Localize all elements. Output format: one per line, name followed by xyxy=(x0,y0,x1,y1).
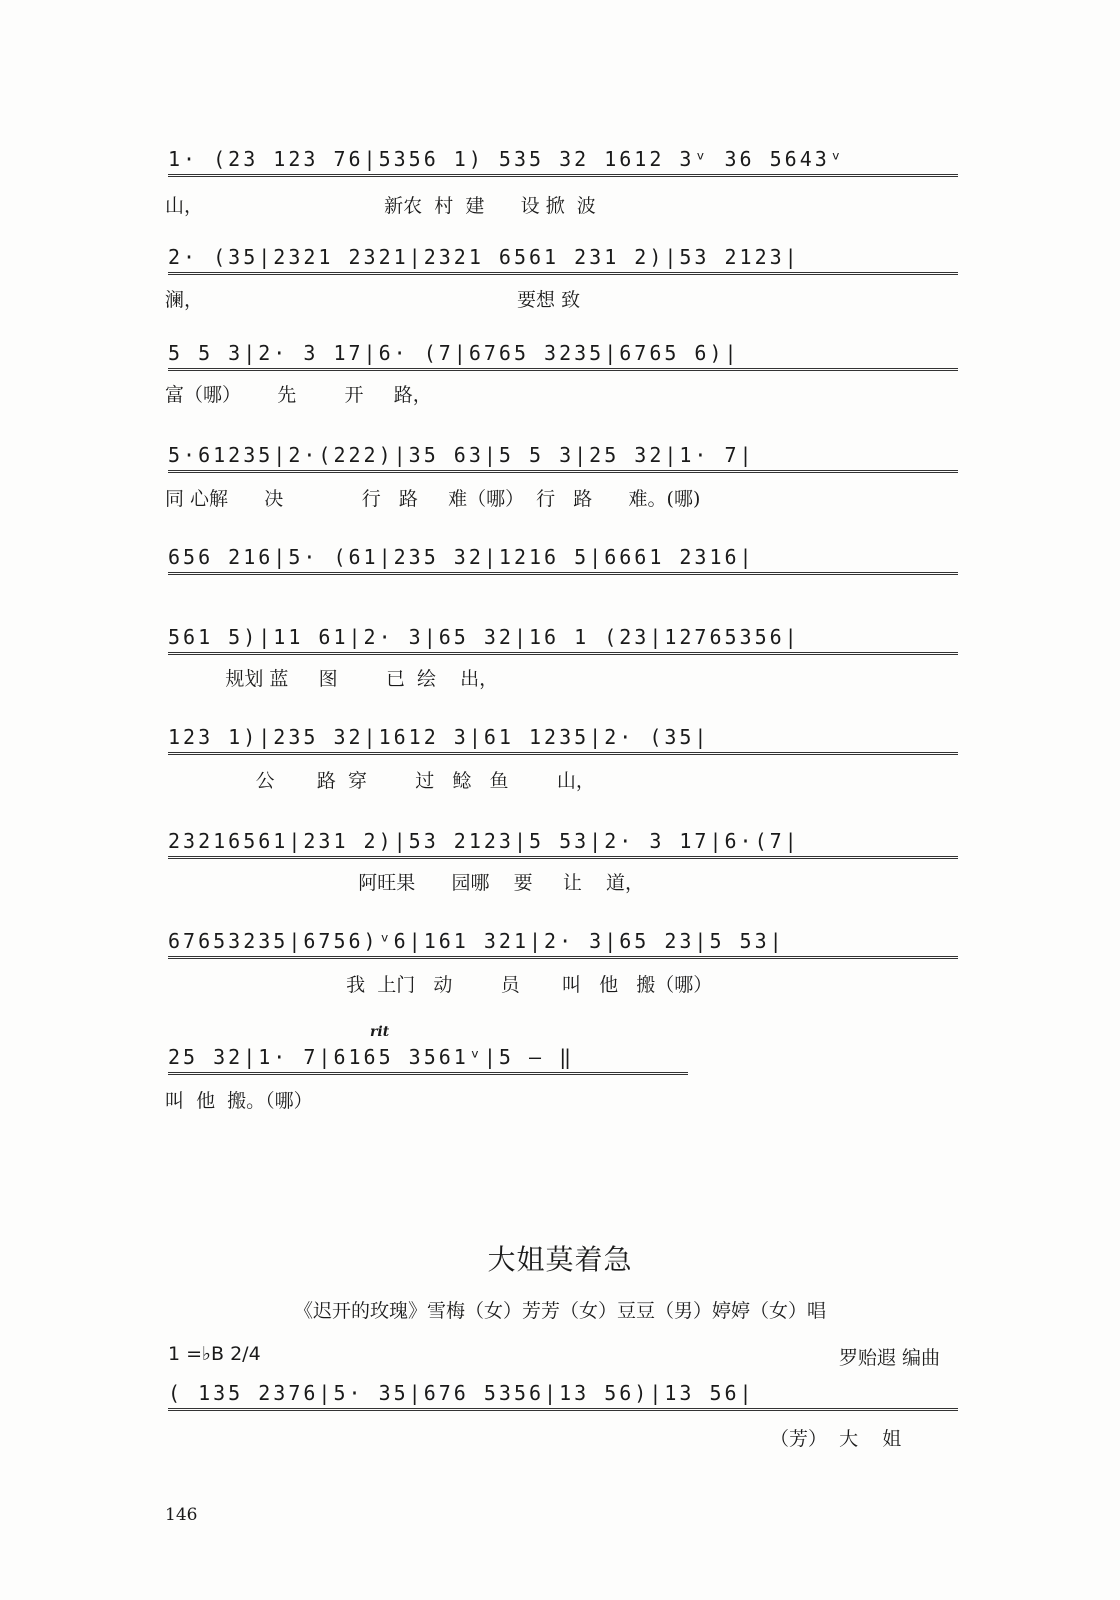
notation-line-4: 5·61235|2·(222)|35 63|5 5 3|25 32|1· 7| xyxy=(168,442,958,473)
notation-line-5: 656 216|5· (61|235 32|1216 5|6661 2316| xyxy=(168,544,958,575)
intro-notation-line: ( 135 2376|5· 35|676 5356|13 56)|13 56| xyxy=(168,1380,958,1411)
composer: 罗贻遐 编曲 xyxy=(838,1347,940,1369)
song-title: 大姐莫着急 xyxy=(487,1243,633,1276)
notation-line-6: 561 5)|11 61|2· 3|65 32|16 1 (23|12765356| xyxy=(168,624,958,655)
page-number: 146 xyxy=(165,1505,198,1525)
intro-lyric-line: （芳） 大 姐 xyxy=(770,1428,902,1450)
song-subtitle: 《迟开的玫瑰》雪梅（女）芳芳（女）豆豆（男）婷婷（女）唱 xyxy=(293,1300,826,1322)
lyric-line-6: 规划 蓝 图 已 绘 出， xyxy=(165,668,499,690)
notation-line-8: 23216561|231 2)|53 2123|5 53|2· 3 17|6·(7| xyxy=(168,828,958,859)
lyric-line-4: 同 心解 决 行 路 难（哪） 行 路 难。(哪) xyxy=(165,488,701,510)
lyric-line-3: 富（哪） 先 开 路， xyxy=(165,384,432,406)
notation-line-2: 2· (35|2321 2321|2321 6561 231 2)|53 2123| xyxy=(168,244,958,275)
notation-line-10: 25 32|1· 7|6165 3561ᵛ|5 — ‖ xyxy=(168,1044,688,1075)
notation-line-1: 1· (23 123 76|5356 1) 535 32 1612 3ᵛ 36 5643ᵛ xyxy=(168,146,958,177)
rit-mark: rit xyxy=(370,1024,390,1040)
lyric-line-7: 公 路 穿 过 鲶 鱼 山， xyxy=(165,770,595,792)
notation-line-3: 5 5 3|2· 3 17|6· (7|6765 3235|6765 6)| xyxy=(168,340,958,371)
lyric-line-10: 叫 他 搬。（哪） xyxy=(165,1090,313,1112)
lyric-line-8: 阿旺果 园哪 要 让 道， xyxy=(165,872,645,894)
key-signature: 1 =♭B 2/4 xyxy=(168,1343,261,1365)
notation-line-9: 67653235|6756)ᵛ6|161 321|2· 3|65 23|5 53| xyxy=(168,928,958,959)
lyric-line-1: 山， 新农 村 建 设 掀 波 xyxy=(165,195,596,217)
lyric-line-9: 我 上门 动 员 叫 他 搬（哪） xyxy=(165,974,713,996)
notation-line-7: 123 1)|235 32|1612 3|61 1235|2· (35| xyxy=(168,724,958,755)
lyric-line-2: 澜， 要想 致 xyxy=(165,289,581,311)
